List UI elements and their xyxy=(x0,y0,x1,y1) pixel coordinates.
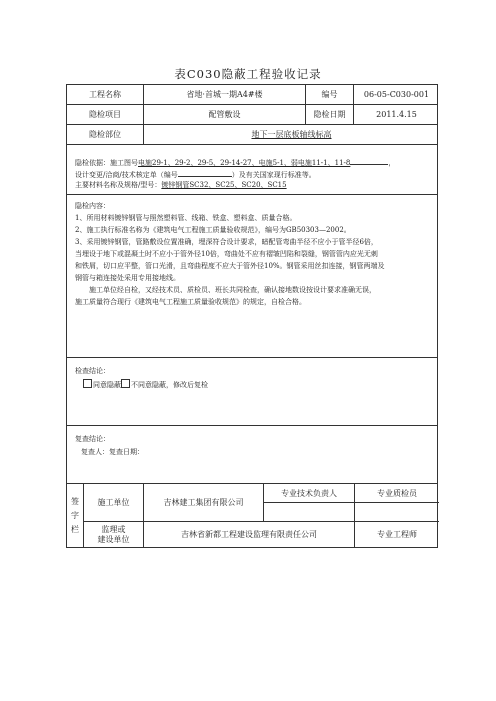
sign-side-label xyxy=(67,484,84,547)
recheck-person: 复查人：复查日期： xyxy=(81,448,144,456)
content-line: 施工单位经自检，又经技术员、质检员、班长共同检查，确认接地数设按设计要求准确无误， xyxy=(75,286,376,294)
supervision-label-2: 建设单位 xyxy=(97,534,130,544)
tech-head-sign[interactable] xyxy=(264,503,355,522)
location-value: 地下一层底板轴线标高 xyxy=(251,130,332,139)
construction-sign-row xyxy=(84,484,439,522)
item-value: 配管敷设 xyxy=(144,105,306,124)
material-value: 镀锌钢管SC32、SC25、SC20、SC15 xyxy=(161,181,287,189)
disagree-checkbox[interactable] xyxy=(121,379,130,388)
content-section xyxy=(67,195,437,358)
inspection-form xyxy=(66,84,438,548)
basis-section xyxy=(67,145,437,195)
date-label: 隐检日期 xyxy=(306,105,354,124)
basis-line-3 xyxy=(75,180,287,190)
content-line: 当埋设于地下或混凝土时不应小于管外径10倍，弯曲处不应有褶皱凹陷和裂缝，钢管管内应光无刺 xyxy=(75,250,378,258)
location-label: 隐检部位 xyxy=(67,125,144,144)
location-row xyxy=(67,125,437,145)
recheck-heading: 复查结论： xyxy=(75,435,110,443)
form-title: 表C030隐蔽工程验收记录 xyxy=(174,67,322,81)
check-section xyxy=(67,358,437,426)
agree-label: 同意隐蔽 xyxy=(93,381,121,389)
basis-line-1 xyxy=(75,157,395,168)
project-label: 工程名称 xyxy=(67,85,144,104)
check-options xyxy=(83,379,208,390)
qc-sign[interactable] xyxy=(355,503,439,522)
project-row xyxy=(67,85,437,105)
tech-head-label: 专业技术负责人 xyxy=(264,484,355,503)
project-value: 省地·首城一期A4#楼 xyxy=(144,85,306,104)
material-prefix: 主要材料名称及规格/型号： xyxy=(75,181,162,189)
construction-value: 吉林建工集团有限公司 xyxy=(144,484,264,521)
content-heading: 隐检内容： xyxy=(75,202,110,210)
content-line: 钢管与箱连接处采用专用接地线。 xyxy=(75,274,180,282)
construction-label: 施工单位 xyxy=(84,484,144,521)
number-value: 06-05-C030-001 xyxy=(363,90,430,99)
recheck-section xyxy=(67,426,437,484)
side-char: 栏 xyxy=(71,524,79,534)
content-line: 2、施工执行标准名称为《建筑电气工程施工质量验收规范》，编号为GB50303—2002。 xyxy=(75,226,351,234)
item-label: 隐检项目 xyxy=(67,105,144,124)
check-heading: 检查结论： xyxy=(75,367,110,375)
supervision-label-1: 监理或 xyxy=(101,524,126,534)
change-prefix: 设计变更/洽商/技术核定单（编号 xyxy=(75,171,178,179)
agree-checkbox[interactable] xyxy=(83,379,92,388)
side-char: 签 xyxy=(71,496,79,506)
supervision-sign-row xyxy=(84,522,439,547)
sign-area xyxy=(67,484,437,547)
basis-prefix: 隐检依据：施工图号 xyxy=(75,159,138,167)
basis-drawings: 电施29-1、29-2、29-5、29-14-27、电施5-1、弱电施11-1、11-8 xyxy=(138,159,351,167)
supervision-value: 吉林省新都工程建设监理有限责任公司 xyxy=(144,522,355,547)
basis-line-2 xyxy=(75,169,316,180)
content-line: 1、所用材料镀锌钢管与照然塑料管、线箱、铁盒、塑料盒、质量合格。 xyxy=(75,214,297,222)
change-number-blank xyxy=(178,169,232,177)
content-line: 和铁屑，切口应平整，管口光滑，且弯曲程度不应大于管外径10%。钢管采用丝扣连接，钢管两端及 xyxy=(75,262,385,270)
date-value: 2011.4.15 xyxy=(376,110,417,119)
change-suffix: ）及有关国家现行标准等。 xyxy=(231,171,316,179)
engineer-label: 专业工程师 xyxy=(377,530,417,539)
basis-suffix: ， xyxy=(388,159,396,167)
side-char: 字 xyxy=(71,510,79,520)
supervision-label xyxy=(84,522,144,547)
content-line: 3、采用镀锌钢管，管路敷设位置准确，埋深符合设计要求，暗配管弯曲半径不应小于管半径6倍， xyxy=(75,238,378,246)
qc-label: 专业质检员 xyxy=(355,484,439,503)
basis-blank xyxy=(350,157,388,165)
disagree-label: 不同意隐蔽，修改后复检 xyxy=(131,381,208,389)
content-line: 施工质量符合现行《建筑电气工程施工质量验收规范》的规定，自检合格。 xyxy=(75,298,306,306)
item-row xyxy=(67,105,437,125)
number-label: 编号 xyxy=(306,85,354,104)
